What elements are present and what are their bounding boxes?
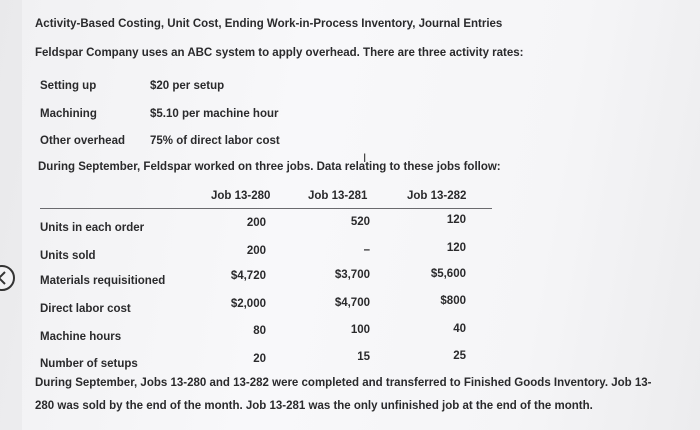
cell-units-order-job-282: 120 — [446, 214, 466, 226]
chevron-left-icon — [0, 271, 8, 285]
rate-value-other-overhead: 75% of direct labor cost — [150, 135, 280, 147]
cell-setups-job-281: 15 — [357, 351, 370, 363]
row-label-units-in-each-order: Units in each order — [40, 222, 145, 234]
during-text: During September, Feldspar worked on three jobs. Data relating to these jobs follow: — [38, 161, 501, 173]
footer-text-line-2: 280 was sold by the end of the month. Job 13-281 was the only unfinished job at the end of the month. — [35, 400, 593, 412]
cell-direct-labor-job-280: $2,000 — [230, 298, 266, 310]
row-label-units-sold: Units sold — [40, 250, 96, 262]
cell-machine-hours-job-281: 100 — [350, 324, 370, 336]
problem-title: Activity-Based Costing, Unit Cost, Ending Work-in-Process Inventory, Journal Entries — [35, 18, 503, 30]
cell-direct-labor-job-282: $800 — [440, 295, 466, 307]
cell-setups-job-280: 20 — [253, 353, 266, 365]
cell-machine-hours-job-280: 80 — [253, 325, 266, 337]
cell-units-sold-job-282: 120 — [446, 242, 466, 254]
cell-materials-job-282: $5,600 — [430, 268, 466, 280]
problem-page — [22, 0, 700, 430]
cell-setups-job-282: 25 — [453, 350, 466, 362]
cell-materials-job-280: $4,720 — [230, 270, 266, 282]
cell-units-order-job-280: 200 — [246, 217, 266, 229]
cell-units-order-job-281: 520 — [350, 216, 370, 228]
intro-text: Feldspar Company uses an ABC system to apply overhead. There are three activity rates: — [35, 47, 524, 59]
rate-value-machining: $5.10 per machine hour — [150, 108, 279, 120]
row-label-number-of-setups: Number of setups — [40, 358, 138, 370]
job-header-13-280: Job 13-280 — [211, 190, 271, 202]
back-button[interactable] — [0, 265, 15, 291]
cell-direct-labor-job-281: $4,700 — [334, 297, 370, 309]
table-header-divider — [40, 208, 492, 209]
rate-name-machining: Machining — [40, 108, 97, 120]
cell-units-sold-job-281: – — [363, 244, 370, 256]
rate-name-setting-up: Setting up — [40, 80, 97, 92]
row-label-direct-labor-cost: Direct labor cost — [40, 303, 131, 315]
text-cursor-icon: I — [363, 151, 367, 165]
rate-value-setting-up: $20 per setup — [150, 80, 225, 92]
job-header-13-282: Job 13-282 — [407, 190, 467, 202]
row-label-materials-requisitioned: Materials requisitioned — [40, 275, 166, 287]
footer-text-line-1: During September, Jobs 13-280 and 13-282 were completed and transferred to Finished Goods Inventory. Job 13- — [35, 377, 652, 389]
job-header-13-281: Job 13-281 — [308, 190, 368, 202]
row-label-machine-hours: Machine hours — [40, 331, 122, 343]
cell-units-sold-job-280: 200 — [246, 245, 266, 257]
cell-machine-hours-job-282: 40 — [453, 323, 466, 335]
rate-name-other-overhead: Other overhead — [40, 135, 125, 147]
cell-materials-job-281: $3,700 — [334, 269, 370, 281]
